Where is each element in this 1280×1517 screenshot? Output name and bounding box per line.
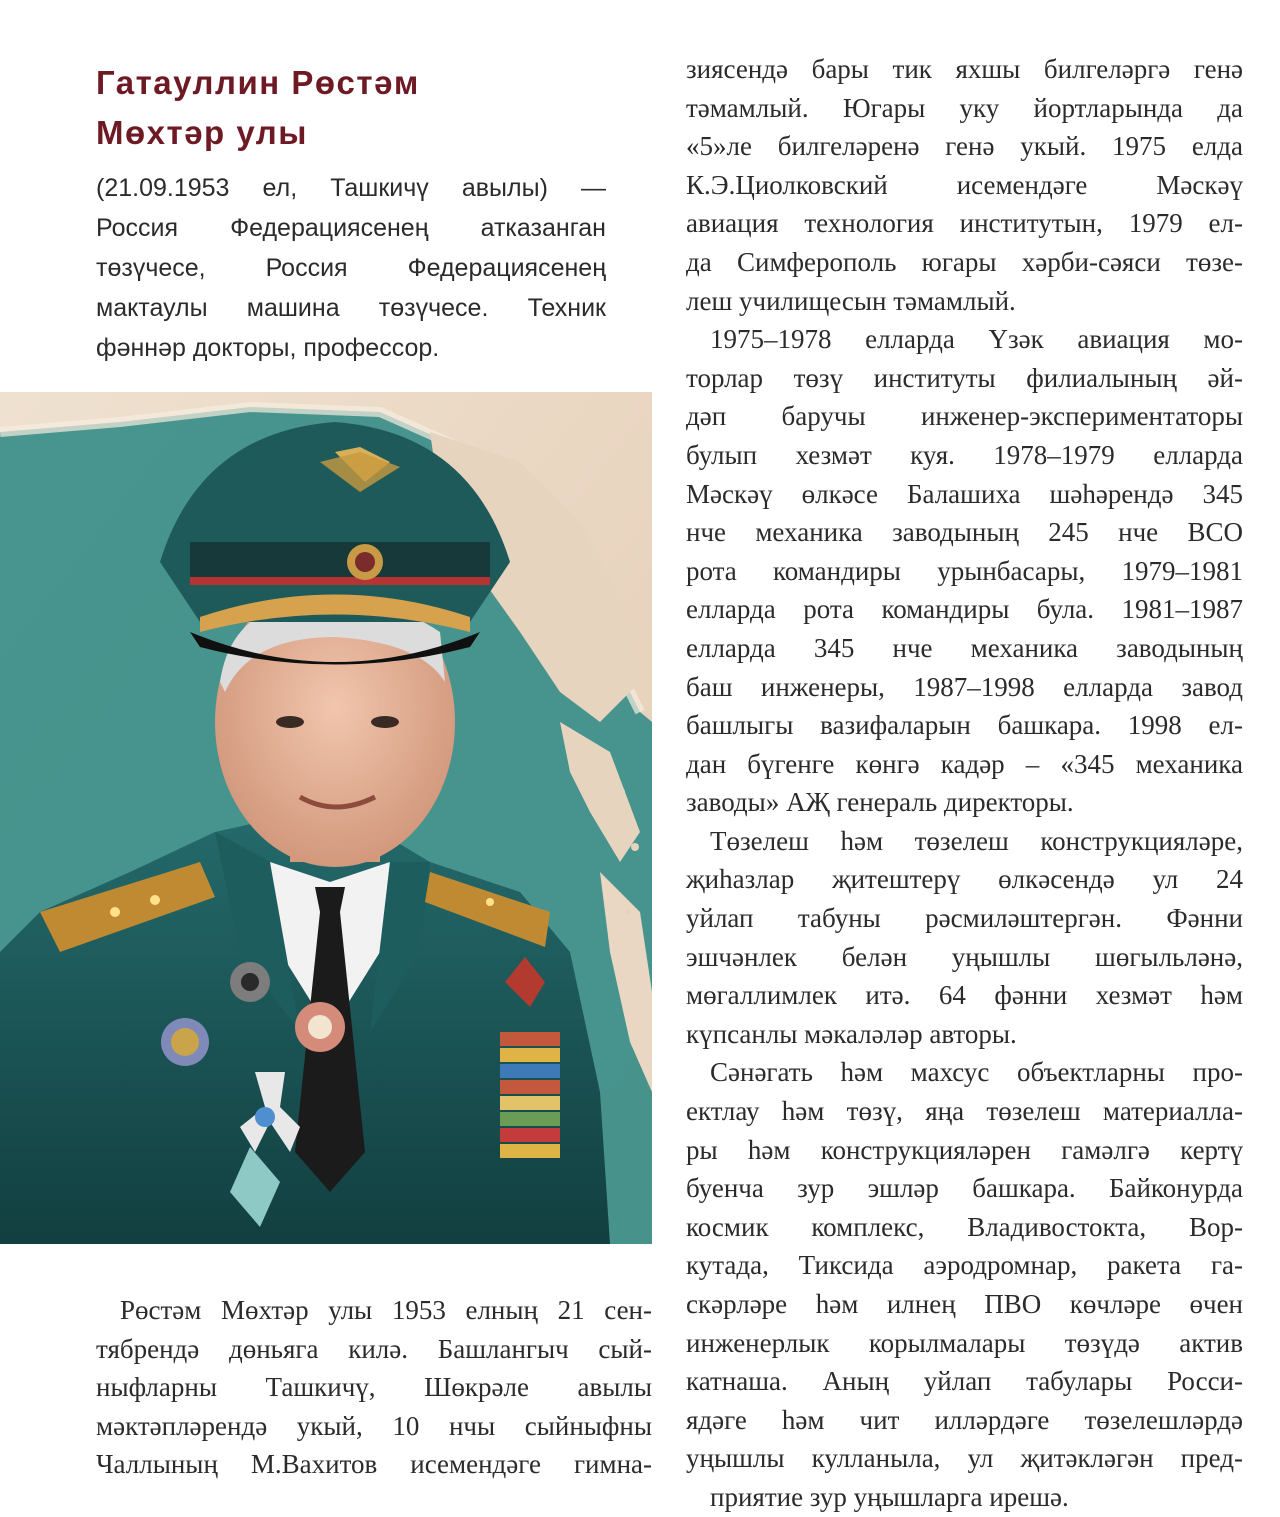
- intro-line: мактаулы машина төзүчесе. Техник: [96, 294, 606, 322]
- intro-line: Россия Федерациясенең атказанган: [96, 214, 606, 242]
- body-line: уйлап табуны рәсмиләштергән. Фәнни: [686, 903, 1243, 934]
- title-line-2: Мөхтәр улы: [96, 114, 308, 151]
- body-line: торлар төзү институты филиалының әй-: [686, 362, 1243, 393]
- title-line-1: Гатауллин Рөстәм: [96, 64, 420, 101]
- body-line: уңышлы кулланыла, ул җитәкләгән пред-: [686, 1443, 1243, 1474]
- body-line: булып хезмәт куя. 1978–1979 елларда: [686, 439, 1243, 470]
- body-line: приятие зур уңышларга ирешә.: [710, 1481, 1069, 1512]
- body-line: заводы» АҖ генераль директоры.: [686, 787, 1074, 818]
- body-line: зиясендә бары тик яхшы билгеләргә генә: [686, 54, 1243, 84]
- body-line: скәрләре һәм илнең ПВО көчләре өчен: [686, 1289, 1243, 1319]
- body-line: К.Э.Циолковский исемендәге Мәскәү: [686, 169, 1243, 200]
- body-line: Төзелеш һәм төзелеш конструкцияләре,: [710, 825, 1243, 856]
- body-line: «5»ле билгеләренә генә укый. 1975 елда: [686, 131, 1243, 162]
- body-line: мәктәпләрендә укый, 10 нчы сыйныфны: [96, 1410, 652, 1441]
- body-line: ядәге һәм чит илләрдәге төзелешләрдә: [686, 1404, 1243, 1435]
- intro-paragraph: [96, 168, 606, 368]
- body-line: да Симферополь югары хәрби-сәяси төзе-: [686, 246, 1243, 277]
- body-line: катнаша. Аның уйлап табулары Росси-: [686, 1366, 1243, 1397]
- body-line: ры һәм конструкцияләрен гамәлгә кертү: [686, 1134, 1243, 1165]
- body-line: Чаллының М.Вахитов исемендәге гимна-: [96, 1449, 652, 1480]
- body-line: елларда рота командиры була. 1981–1987: [686, 594, 1243, 625]
- body-line: ектлау һәм төзү, яңа төзелеш материалла-: [686, 1096, 1243, 1127]
- body-line: рота командиры урынбасары, 1979–1981: [686, 555, 1243, 586]
- body-line: Мәскәү өлкәсе Балашиха шәһәрендә 345: [686, 478, 1243, 509]
- body-line: ныфларны Ташкичү, Шөкрәле авылы: [96, 1372, 652, 1403]
- body-line: инженерлык корылмалары төзүдә актив: [686, 1327, 1243, 1358]
- intro-line: төзүчесе, Россия Федерациясенең: [96, 254, 606, 282]
- body-line: нче механика заводының 245 нче ВСО: [686, 517, 1243, 548]
- body-line: Сәнәгать һәм махсус объектларны про-: [710, 1057, 1243, 1088]
- body-column-right: [686, 50, 1243, 1517]
- body-line: тәмамлый. Югары уку йортларында да: [686, 92, 1243, 123]
- body-line: авиация технология институтын, 1979 ел-: [686, 208, 1243, 239]
- body-line: кутада, Тиксида аэродромнар, ракета га-: [686, 1250, 1243, 1281]
- body-line: җиһазлар җитештерү өлкәсендә ул 24: [686, 864, 1243, 895]
- body-line: тябрендә дөньяга килә. Башлангыч сый-: [96, 1333, 652, 1364]
- body-line: леш училищесын тәмамлый.: [686, 285, 1016, 316]
- body-line: башлыгы вазифаларын башкара. 1998 ел-: [686, 710, 1243, 741]
- body-line: күпсанлы мәкаләләр авторы.: [686, 1018, 1017, 1049]
- body-line: космик комплекс, Владивостокта, Вор-: [686, 1211, 1243, 1242]
- body-line: мөгаллимлек итә. 64 фәнни хезмәт һәм: [686, 980, 1243, 1011]
- intro-line: (21.09.1953 ел, Ташкичү авылы) —: [96, 174, 606, 202]
- body-line: дәп баручы инженер-экспериментаторы: [686, 401, 1243, 432]
- page-title: [96, 58, 656, 158]
- portrait-illustration: [0, 392, 652, 1244]
- body-line: Рөстәм Мөхтәр улы 1953 елның 21 сен-: [120, 1295, 652, 1325]
- body-line: эшчәнлек белән уңышлы шөгыльләнә,: [686, 941, 1243, 972]
- body-line: елларда 345 нче механика заводының: [686, 632, 1243, 663]
- body-line: баш инженеры, 1987–1998 елларда завод: [686, 671, 1243, 702]
- body-line: 1975–1978 елларда Үзәк авиация мо-: [710, 324, 1243, 355]
- body-line: дан бүгенге көнгә кадәр – «345 механика: [686, 748, 1243, 779]
- portrait-photo: [0, 392, 652, 1244]
- body-line: буенча зур эшләр башкара. Байконурда: [686, 1173, 1243, 1204]
- body-column-left: [96, 1291, 652, 1484]
- intro-line: фәннәр докторы, профессор.: [96, 334, 440, 362]
